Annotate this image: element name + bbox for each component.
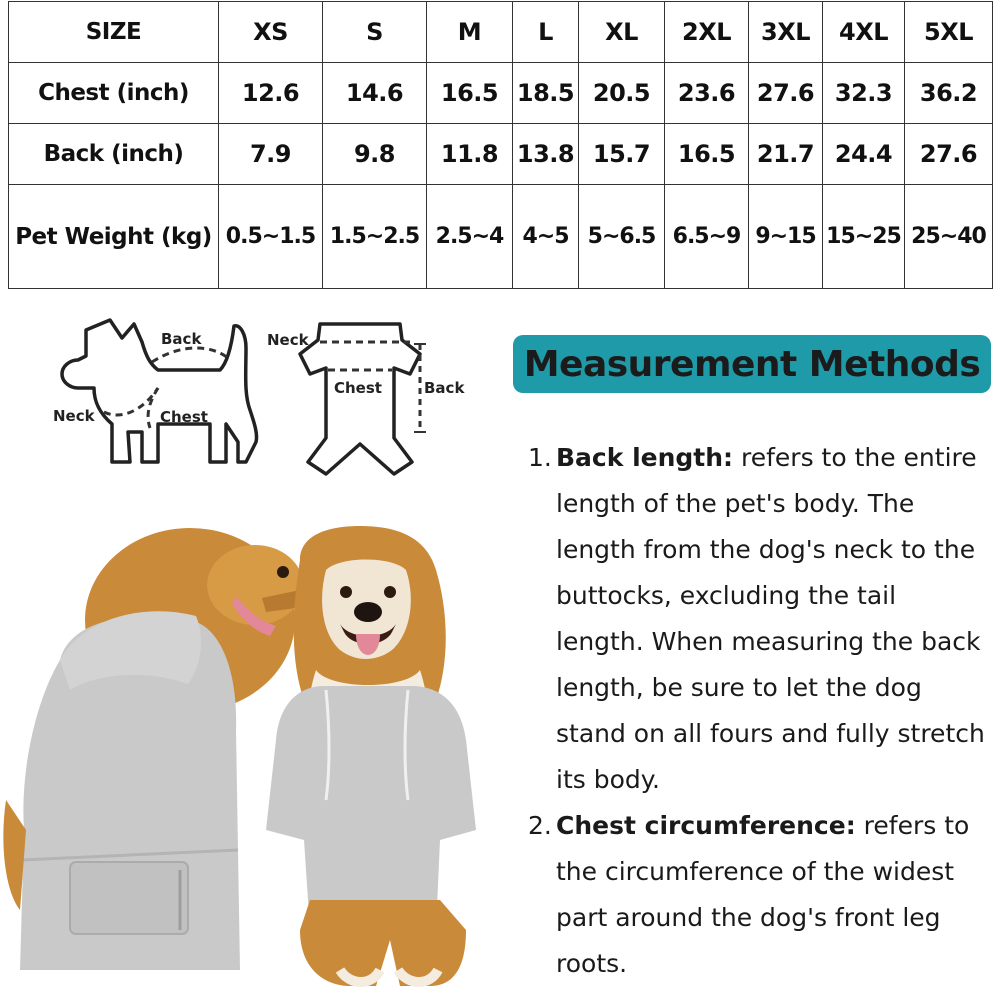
back-value: 27.6 <box>905 124 993 185</box>
weight-value: 1.5~2.5 <box>323 185 427 289</box>
size-s: S <box>323 2 427 63</box>
left-dog-illustration <box>3 528 303 970</box>
chest-circumference-term: Chest circumference: <box>556 811 856 840</box>
size-chart-table <box>8 1 993 289</box>
dog-outline-icon <box>62 320 257 462</box>
chest-value: 36.2 <box>905 63 993 124</box>
garment-back-label: Back <box>424 379 465 397</box>
back-value: 7.9 <box>219 124 323 185</box>
list-item-text <box>556 803 988 987</box>
back-value: 13.8 <box>513 124 579 185</box>
chest-value: 27.6 <box>749 63 823 124</box>
back-value: 16.5 <box>665 124 749 185</box>
weight-row-label: Pet Weight (kg) <box>9 185 219 289</box>
chest-row-label: Chest (inch) <box>9 63 219 124</box>
back-length-term: Back length: <box>556 443 734 472</box>
dogs-wearing-hoodies-photo <box>0 500 500 994</box>
list-item-text <box>556 435 988 803</box>
list-item-number: 1. <box>528 443 552 472</box>
weight-row <box>9 185 993 289</box>
weight-value: 15~25 <box>823 185 905 289</box>
size-xl: XL <box>579 2 665 63</box>
size-header-label: SIZE <box>9 2 219 63</box>
weight-value: 6.5~9 <box>665 185 749 289</box>
measurement-methods-list <box>528 435 988 987</box>
size-3xl: 3XL <box>749 2 823 63</box>
back-value: 21.7 <box>749 124 823 185</box>
back-row-label: Back (inch) <box>9 124 219 185</box>
back-measure-line <box>152 348 228 362</box>
weight-value: 2.5~4 <box>427 185 513 289</box>
garment-chest-label: Chest <box>334 379 382 397</box>
back-value: 24.4 <box>823 124 905 185</box>
right-dog-illustration <box>266 526 476 986</box>
weight-value: 5~6.5 <box>579 185 665 289</box>
size-xs: XS <box>219 2 323 63</box>
chest-row <box>9 63 993 124</box>
chest-value: 18.5 <box>513 63 579 124</box>
chest-measure-line <box>148 388 158 428</box>
size-m: M <box>427 2 513 63</box>
garment-measurement-diagram <box>262 320 477 480</box>
size-4xl: 4XL <box>823 2 905 63</box>
chest-value: 14.6 <box>323 63 427 124</box>
back-row <box>9 124 993 185</box>
weight-value: 25~40 <box>905 185 993 289</box>
dog-measurement-diagram <box>50 312 270 487</box>
size-l: L <box>513 2 579 63</box>
garment-neck-label: Neck <box>267 331 309 349</box>
list-item <box>528 803 988 987</box>
back-length-description: refers to the entire length of the pet's body. The length from the dog's neck to the buttocks, excluding the tail length. When measuring the back length, be sure to let the dog stand on all fours and fully stretch its body. <box>556 443 985 794</box>
list-item-number: 2. <box>528 811 552 840</box>
chest-value: 20.5 <box>579 63 665 124</box>
dog-chest-label: Chest <box>160 408 208 426</box>
back-value: 15.7 <box>579 124 665 185</box>
size-5xl: 5XL <box>905 2 993 63</box>
size-row <box>9 2 993 63</box>
list-item <box>528 435 988 803</box>
chest-value: 16.5 <box>427 63 513 124</box>
weight-value: 9~15 <box>749 185 823 289</box>
weight-value: 0.5~1.5 <box>219 185 323 289</box>
chest-value: 23.6 <box>665 63 749 124</box>
chest-value: 12.6 <box>219 63 323 124</box>
back-value: 11.8 <box>427 124 513 185</box>
weight-value: 4~5 <box>513 185 579 289</box>
chest-value: 32.3 <box>823 63 905 124</box>
chest-circumference-description: refers to the circumference of the widest part around the dog's front leg roots. <box>556 811 970 978</box>
size-2xl: 2XL <box>665 2 749 63</box>
hoodie-outline-icon <box>300 324 420 474</box>
dog-back-label: Back <box>161 330 202 348</box>
measurement-methods-title: Measurement Methods <box>513 335 991 393</box>
back-value: 9.8 <box>323 124 427 185</box>
dog-neck-label: Neck <box>53 407 95 425</box>
